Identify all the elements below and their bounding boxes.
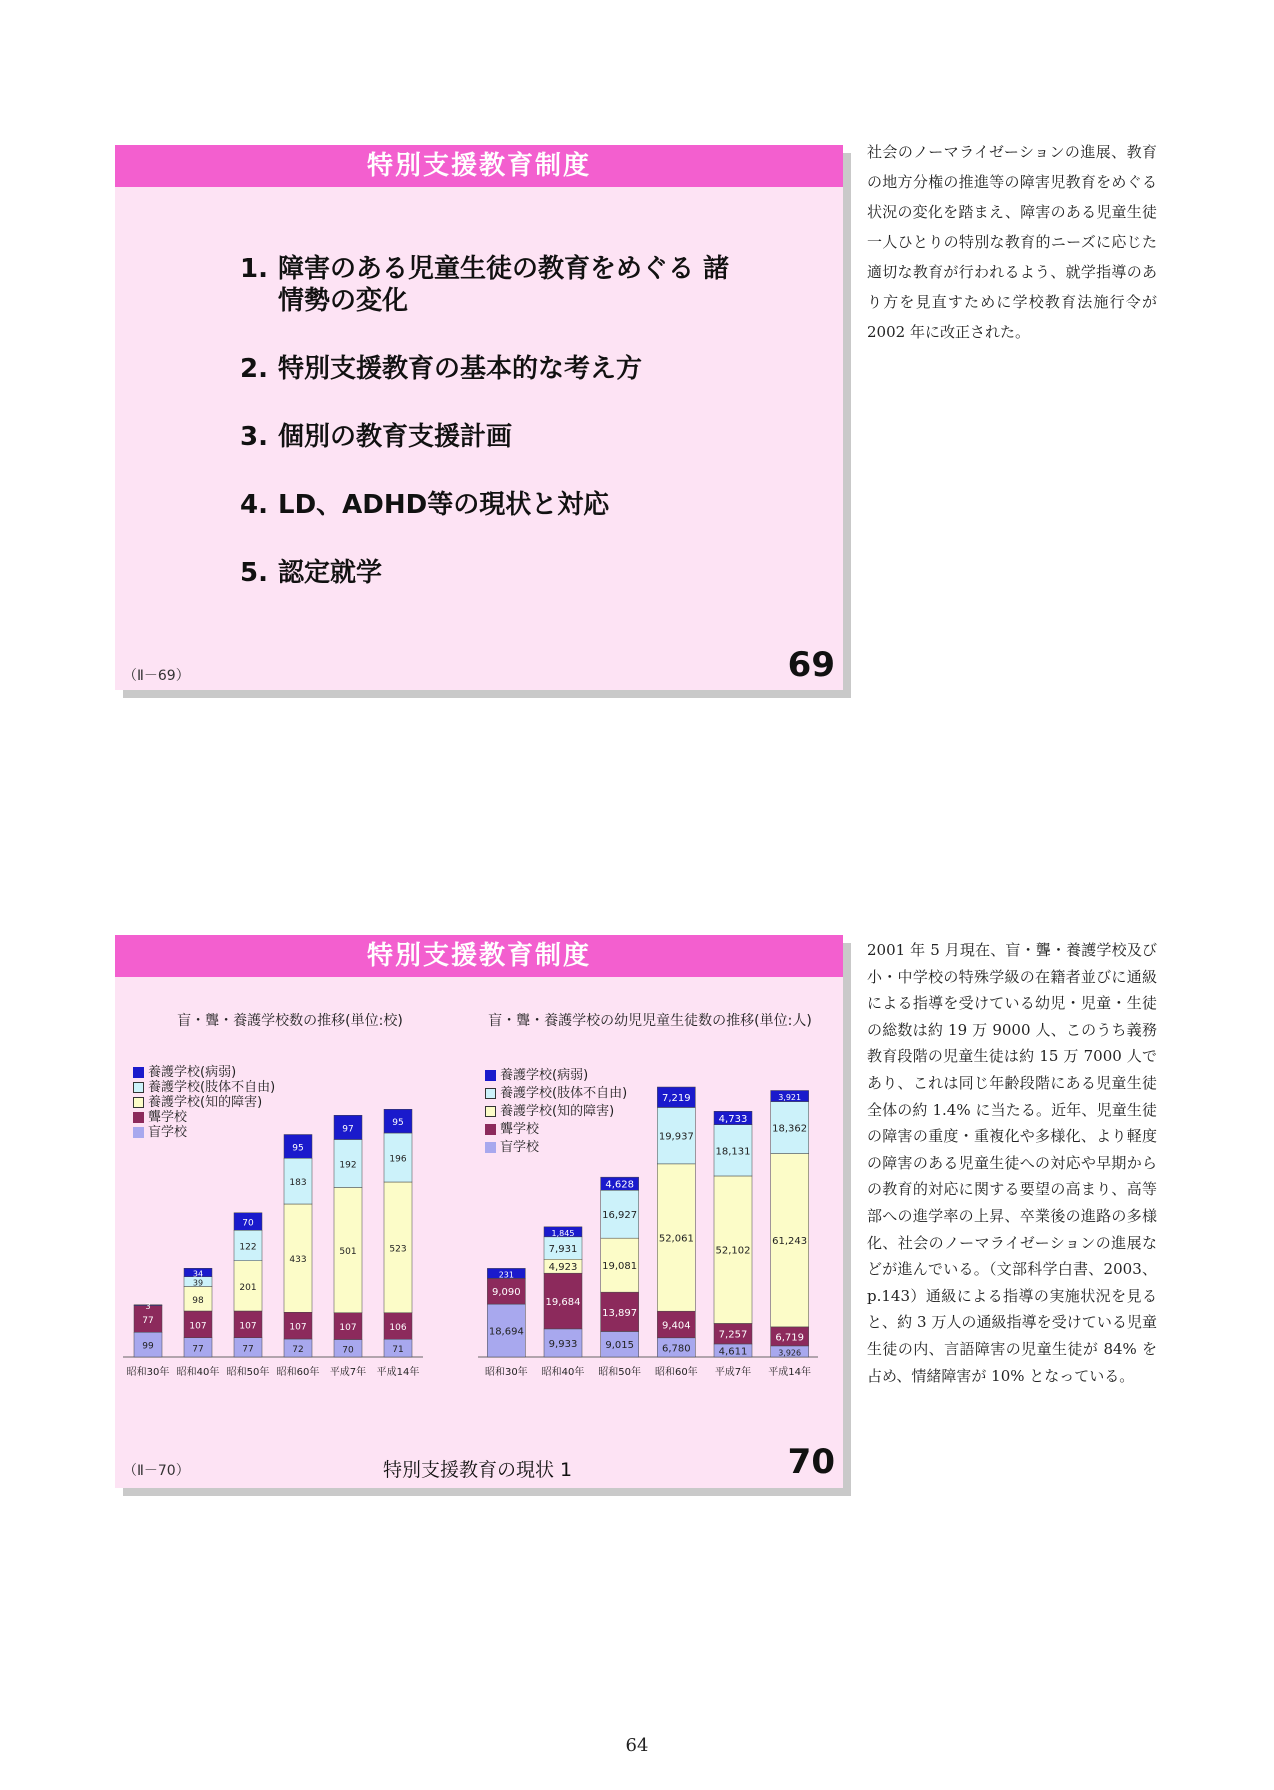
- legend-item-mou: 盲学校: [485, 1139, 627, 1157]
- data-label: 4,611: [718, 1346, 748, 1358]
- data-label: 231: [498, 1270, 514, 1280]
- slide-reference: （Ⅱ－69）: [123, 668, 190, 684]
- data-label: 72: [292, 1345, 304, 1355]
- data-label: 95: [392, 1118, 404, 1129]
- data-label: 4,923: [548, 1262, 578, 1274]
- data-label: 3: [145, 1302, 151, 1312]
- x-tick-label: 平成7年: [714, 1367, 752, 1378]
- data-label: 7,931: [548, 1244, 578, 1256]
- data-label: 3,926: [778, 1348, 802, 1358]
- legend-item-rou: 聾学校: [485, 1121, 627, 1139]
- agenda-item: 1. 障害のある児童生徒の教育をめぐる 諸情勢の変化: [240, 254, 730, 316]
- data-label: 106: [389, 1323, 407, 1333]
- data-label: 13,897: [602, 1307, 638, 1319]
- data-label: 6,780: [662, 1343, 691, 1355]
- legend-item-rou: 聾学校: [133, 1110, 275, 1125]
- legend-item-chiteki: 養護学校(知的障害): [133, 1095, 275, 1110]
- data-label: 1,845: [551, 1228, 575, 1238]
- slide-number: 69: [787, 645, 835, 685]
- chart-title: 盲・聾・養護学校の幼児児童生徒数の推移(単位:人): [488, 1013, 812, 1029]
- slide-reference: （Ⅱ－70）: [123, 1463, 190, 1479]
- data-label: 52,102: [715, 1245, 751, 1257]
- x-tick-label: 昭和60年: [654, 1367, 698, 1378]
- legend-item-chiteki: 養護学校(知的障害): [485, 1103, 627, 1121]
- legend-item-shitai: 養護学校(肢体不自由): [133, 1080, 275, 1095]
- data-label: 4,628: [605, 1179, 634, 1191]
- x-tick-label: 平成14年: [768, 1367, 812, 1378]
- data-label: 107: [339, 1323, 357, 1334]
- data-label: 18,694: [488, 1326, 524, 1338]
- agenda-item: 3. 個別の教育支援計画: [240, 422, 513, 452]
- data-label: 192: [339, 1160, 357, 1171]
- data-label: 122: [239, 1242, 257, 1253]
- data-label: 39: [192, 1278, 204, 1288]
- data-label: 107: [289, 1322, 307, 1333]
- data-label: 34: [192, 1269, 204, 1279]
- x-tick-label: 昭和60年: [276, 1367, 320, 1378]
- page-number: 64: [625, 1735, 649, 1756]
- slide-title: 特別支援教育制度: [115, 935, 843, 977]
- agenda-list: [240, 253, 738, 625]
- data-label: 9,090: [492, 1287, 521, 1299]
- x-tick-label: 昭和50年: [226, 1367, 270, 1378]
- x-tick-label: 昭和30年: [484, 1367, 528, 1378]
- data-label: 6,719: [775, 1332, 804, 1344]
- data-label: 7,257: [718, 1329, 748, 1341]
- school-count-chart: [115, 935, 465, 1378]
- data-label: 9,015: [605, 1340, 634, 1352]
- data-label: 52,061: [658, 1233, 694, 1245]
- x-tick-label: 平成14年: [376, 1367, 420, 1378]
- student-count-chart: [460, 935, 840, 1378]
- data-label: 196: [389, 1154, 407, 1165]
- data-label: 18,131: [715, 1146, 751, 1158]
- note-text: 社会のノーマライゼーションの進展、教育の地方分権の推進等の障害児教育をめぐる状況の変化を踏まえ、障害のある児童生徒一人ひとりの特別な教育的ニーズに応じた適切な教育が行われるよう、就学指導のあり方を見直すために学校教育法施行令が 2002 年に改正された。: [867, 143, 1157, 341]
- slide-title: 特別支援教育制度: [115, 145, 843, 187]
- data-label: 4,733: [718, 1113, 748, 1125]
- data-label: 61,243: [772, 1236, 808, 1248]
- agenda-item: 4. LD、ADHD等の現状と対応: [240, 490, 610, 520]
- x-tick-label: 昭和40年: [541, 1367, 585, 1378]
- data-label: 9,933: [548, 1338, 578, 1350]
- data-label: 501: [339, 1247, 357, 1258]
- data-label: 107: [189, 1321, 207, 1332]
- data-label: 19,937: [658, 1131, 694, 1143]
- data-label: 97: [342, 1124, 354, 1135]
- slide-70: [115, 935, 843, 1488]
- x-tick-label: 昭和50年: [598, 1367, 642, 1378]
- data-label: 77: [242, 1344, 254, 1355]
- data-label: 523: [389, 1244, 407, 1255]
- data-label: 433: [289, 1255, 307, 1266]
- data-label: 98: [192, 1295, 204, 1306]
- note-text: 2001 年 5 月現在、盲・聾・養護学校及び小・中学校の特殊学級の在籍者並びに通級による指導を受けている幼児・児童・生徒の総数は約 19 万 9000 人、このうち義務教育段階の児童生徒は約 15 万 7000 人であり、これは同じ年齢段階にある児童生徒全体の約 1.4% に当たる。近年、児童生徒の障害の重度・重複化や多様化、より軽度の障害のある児童生徒への対応や早期からの教育的対応に関する要望の高まり、高等部への進学率の上昇、卒業後の進路の多様化、社会のノーマライゼーションの進展などが進んでいる。（文部科学白書、2003、p.143）通級による指導の実施状況を見ると、約 3 万人の通級指導を受けている児童生徒の内、言語障害の児童生徒が 84% を占め、情緒障害が 10% となっている。: [867, 941, 1157, 1385]
- legend-item-byoujaku: 養護学校(病弱): [485, 1067, 627, 1085]
- data-label: 7,219: [662, 1093, 691, 1105]
- data-label: 201: [239, 1282, 257, 1293]
- data-label: 95: [292, 1143, 304, 1154]
- data-label: 9,404: [662, 1320, 691, 1332]
- slide-69: [115, 145, 843, 690]
- data-label: 77: [192, 1344, 204, 1355]
- data-label: 19,684: [545, 1297, 581, 1309]
- data-label: 77: [142, 1315, 154, 1326]
- data-label: 107: [239, 1321, 257, 1332]
- x-tick-label: 昭和30年: [126, 1367, 170, 1378]
- data-label: 3,921: [778, 1093, 802, 1103]
- data-label: 16,927: [602, 1210, 638, 1222]
- data-label: 183: [289, 1178, 307, 1189]
- data-label: 71: [392, 1345, 404, 1356]
- chart-title: 盲・聾・養護学校数の推移(単位:校): [177, 1013, 403, 1029]
- legend-item-mou: 盲学校: [133, 1125, 275, 1140]
- x-tick-label: 平成7年: [329, 1367, 367, 1378]
- agenda-item: 5. 認定就学: [240, 558, 383, 588]
- data-label: 18,362: [772, 1123, 808, 1135]
- data-label: 70: [242, 1218, 254, 1229]
- agenda-item: 2. 特別支援教育の基本的な考え方: [240, 354, 643, 384]
- slide-number: 70: [787, 1442, 835, 1482]
- data-label: 19,081: [602, 1261, 638, 1273]
- x-tick-label: 昭和40年: [176, 1367, 220, 1378]
- legend-item-byoujaku: 養護学校(病弱): [133, 1065, 275, 1080]
- data-label: 99: [142, 1341, 154, 1352]
- data-label: 70: [342, 1345, 354, 1356]
- legend-item-shitai: 養護学校(肢体不自由): [485, 1085, 627, 1103]
- slide-caption: 特別支援教育の現状 1: [383, 1459, 573, 1481]
